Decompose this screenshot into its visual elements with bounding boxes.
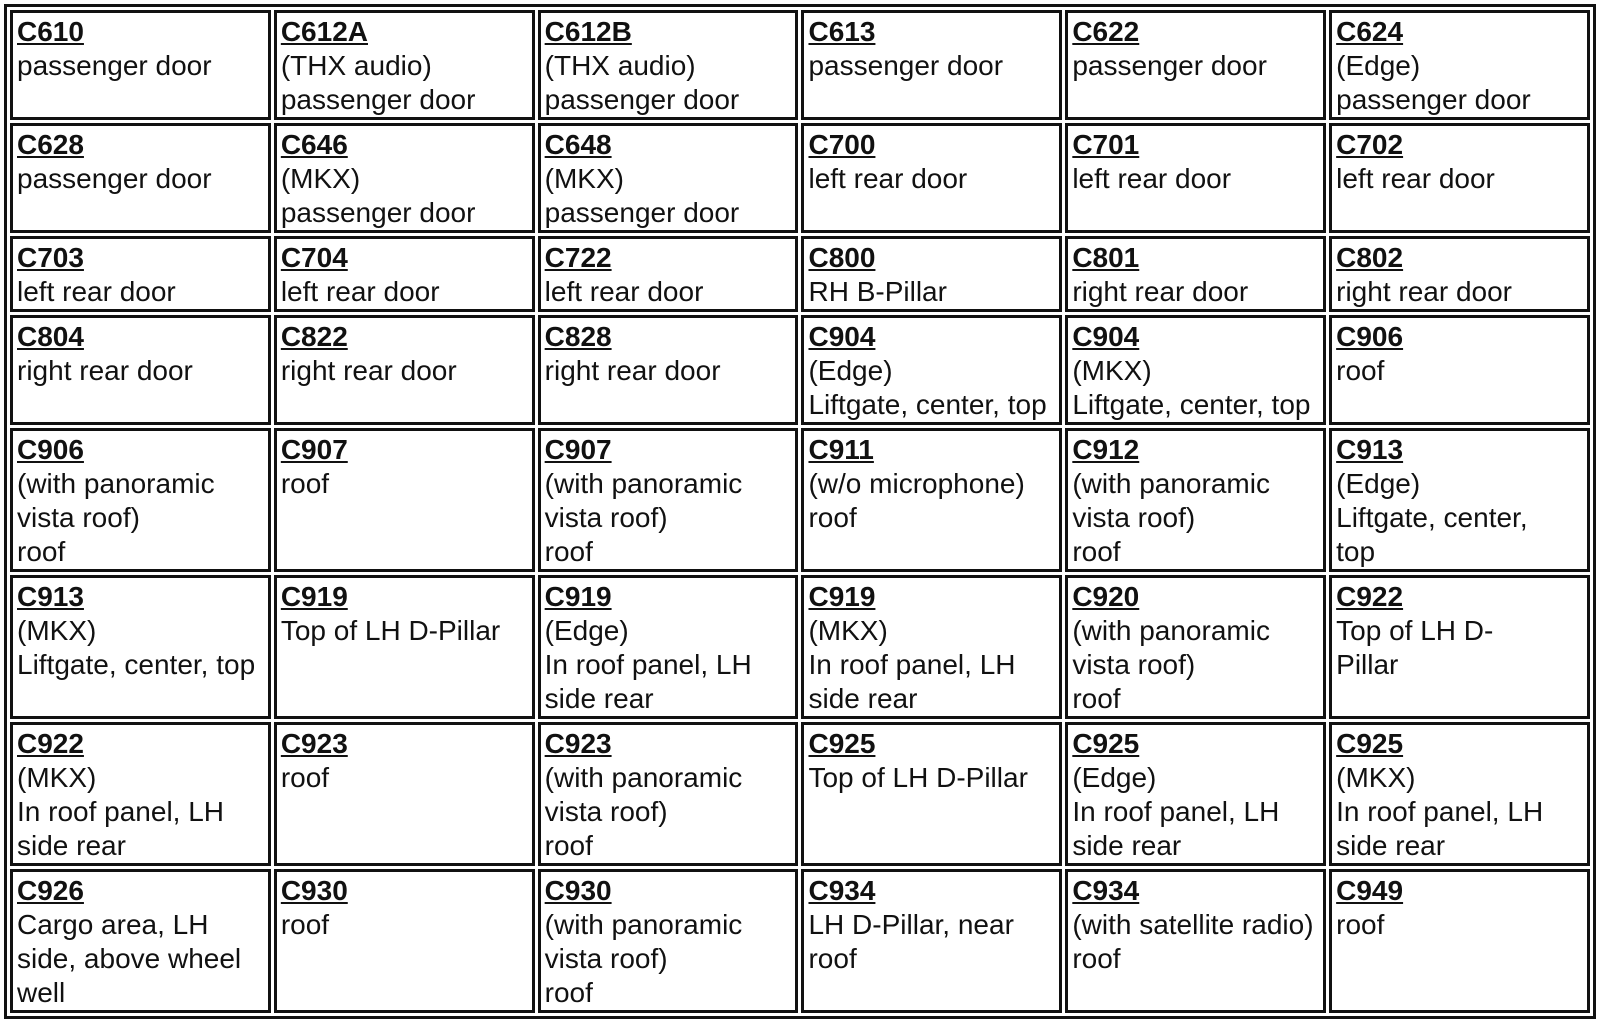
connector-code: C904 <box>1072 321 1140 352</box>
connector-code: C912 <box>1072 434 1140 465</box>
connector-location-text: Cargo area, LH <box>17 909 209 940</box>
connector-code: C648 <box>544 129 612 160</box>
table-row <box>10 722 1590 866</box>
table-row <box>10 236 1590 312</box>
connector-location-text: (THX audio) <box>280 50 432 81</box>
connector-cell <box>10 575 271 719</box>
connector-cell <box>10 123 271 233</box>
connector-location-text: passenger door <box>1336 84 1531 115</box>
connector-cell <box>1329 10 1590 120</box>
connector-location-text: roof <box>280 909 330 940</box>
connector-cell <box>10 315 271 425</box>
connector-location-text: (MKX) <box>1072 355 1152 386</box>
connector-location-text: In roof panel, LH <box>1336 796 1544 827</box>
connector-code: C926 <box>17 875 84 906</box>
connector-location-text: (Edge) <box>544 615 629 646</box>
connector-cell <box>1329 315 1590 425</box>
connector-location-text: (Edge) <box>808 355 893 386</box>
connector-location-text: vista roof) <box>544 502 668 533</box>
connector-location-text: (MKX) <box>17 762 97 793</box>
connector-location-text: vista roof) <box>544 796 668 827</box>
connector-code: C922 <box>17 728 84 759</box>
connector-location-text: In roof panel, LH <box>1072 796 1280 827</box>
connector-code: C624 <box>1336 16 1404 47</box>
connector-location-text: passenger door <box>544 197 740 228</box>
connector-location-text: In roof panel, LH <box>17 796 225 827</box>
connector-code: C704 <box>280 242 348 273</box>
connector-location-text: (MKX) <box>808 615 888 646</box>
table-row <box>10 315 1590 425</box>
connector-location-text: left rear door <box>1336 163 1495 194</box>
connector-code: C919 <box>808 581 876 612</box>
connector-code: C822 <box>280 321 348 352</box>
connector-location-text: (MKX) <box>17 615 97 646</box>
connector-cell <box>538 575 799 719</box>
connector-location-text: vista roof) <box>544 943 668 974</box>
connector-cell <box>10 869 271 1013</box>
connector-cell <box>1065 575 1326 719</box>
table-row <box>10 10 1590 120</box>
connector-location-text: side rear <box>1072 830 1182 861</box>
connector-location-text: roof <box>280 762 330 793</box>
connector-code: C612A <box>280 16 368 47</box>
connector-cell <box>274 123 535 233</box>
connector-location-text: right rear door <box>1336 276 1513 307</box>
connector-location-text: roof <box>544 536 593 567</box>
connector-cell <box>801 869 1062 1013</box>
connector-cell <box>538 10 799 120</box>
connector-location-text: Liftgate, center, top <box>1072 389 1311 420</box>
connector-cell <box>1065 428 1326 572</box>
connector-location-text: (w/o microphone) <box>808 468 1025 499</box>
table-row <box>10 575 1590 719</box>
connector-location-text: (with panoramic <box>544 762 743 793</box>
connector-location-text: vista roof) <box>1072 649 1196 680</box>
connector-cell <box>274 575 535 719</box>
connector-cell <box>538 869 799 1013</box>
connector-cell <box>274 315 535 425</box>
connector-cell <box>1065 123 1326 233</box>
connector-location-text: LH D-Pillar, near <box>808 909 1014 940</box>
connector-cell <box>801 123 1062 233</box>
connector-code: C906 <box>17 434 84 465</box>
connector-code: C911 <box>808 434 874 465</box>
connector-code: C828 <box>544 321 612 352</box>
connector-location-text: (MKX) <box>280 163 361 194</box>
connector-location-text: (Edge) <box>1336 468 1421 499</box>
connector-code: C804 <box>17 321 84 352</box>
connector-cell <box>538 236 799 312</box>
connector-location-text: right rear door <box>544 355 721 386</box>
connector-location-text: left rear door <box>280 276 440 307</box>
connector-cell <box>801 315 1062 425</box>
connector-code: C622 <box>1072 16 1140 47</box>
connector-location-text: vista roof) <box>1072 502 1196 533</box>
connector-code: C923 <box>280 728 348 759</box>
connector-location-text: roof <box>808 943 857 974</box>
connector-cell <box>538 315 799 425</box>
connector-cell <box>1329 575 1590 719</box>
connector-location-text: roof <box>1072 536 1121 567</box>
connector-location-text: roof <box>1336 355 1385 386</box>
connector-location-text: (THX audio) <box>544 50 696 81</box>
connector-code: C925 <box>1336 728 1404 759</box>
connector-code: C722 <box>544 242 612 273</box>
connector-location-text: roof <box>808 502 857 533</box>
connector-location-text: (with panoramic <box>544 909 743 940</box>
table-row <box>10 123 1590 233</box>
connector-location-text: Top of LH D-Pillar <box>280 615 501 646</box>
connector-location-text: (with panoramic <box>544 468 743 499</box>
table-body <box>10 10 1590 1013</box>
connector-location-text: left rear door <box>1072 163 1232 194</box>
connector-location-text: In roof panel, LH <box>544 649 752 680</box>
connector-code: C610 <box>17 16 84 47</box>
connector-location-text: Liftgate, center, top <box>808 389 1047 420</box>
connector-location-text: left rear door <box>808 163 968 194</box>
connector-location-text: (MKX) <box>544 163 624 194</box>
connector-location-text: (with panoramic <box>1072 468 1270 499</box>
connector-cell <box>538 722 799 866</box>
connector-location-text: roof <box>17 536 66 567</box>
connector-location-text: roof <box>1072 943 1121 974</box>
connector-code: C923 <box>544 728 612 759</box>
connector-code: C934 <box>1072 875 1140 906</box>
connector-code: C930 <box>280 875 348 906</box>
connector-cell <box>1329 722 1590 866</box>
connector-code: C612B <box>544 16 632 47</box>
connector-location-text: well <box>17 977 66 1008</box>
connector-cell <box>274 428 535 572</box>
connector-cell <box>538 428 799 572</box>
connector-code: C907 <box>544 434 612 465</box>
connector-cell <box>274 869 535 1013</box>
connector-location-text: (with satellite radio) <box>1072 909 1314 940</box>
connector-code: C925 <box>1072 728 1140 759</box>
connector-location-text: passenger door <box>1072 50 1267 81</box>
connector-location-text: passenger door <box>280 197 476 228</box>
connector-code: C930 <box>544 875 612 906</box>
connector-location-text: left rear door <box>544 276 704 307</box>
connector-code: C906 <box>1336 321 1404 352</box>
connector-code: C949 <box>1336 875 1404 906</box>
connector-code: C701 <box>1072 129 1140 160</box>
connector-cell <box>1329 236 1590 312</box>
connector-cell <box>10 10 271 120</box>
table-row <box>10 428 1590 572</box>
connector-location-text: vista roof) <box>17 502 140 533</box>
connector-location-text: Liftgate, center, <box>1336 502 1528 533</box>
connector-code: C613 <box>808 16 876 47</box>
table-row <box>10 869 1590 1013</box>
connector-location-text: (with panoramic <box>1072 615 1270 646</box>
connector-cell <box>801 10 1062 120</box>
connector-code: C913 <box>17 581 84 612</box>
connector-location-text: Top of LH D- <box>1336 615 1494 646</box>
connector-cell <box>801 236 1062 312</box>
connector-cell <box>10 428 271 572</box>
connector-location-text: (Edge) <box>1336 50 1421 81</box>
connector-location-text: roof <box>1072 683 1121 714</box>
connector-cell <box>1329 123 1590 233</box>
connector-cell <box>538 123 799 233</box>
connector-code: C925 <box>808 728 876 759</box>
connector-location-text: Top of LH D-Pillar <box>808 762 1028 793</box>
connector-cell <box>1329 428 1590 572</box>
connector-location-text: passenger door <box>544 84 740 115</box>
connector-location-text: (Edge) <box>1072 762 1157 793</box>
connector-location-text: Liftgate, center, top <box>17 649 256 680</box>
connector-location-text: right rear door <box>1072 276 1249 307</box>
connector-location-text: roof <box>280 468 330 499</box>
connector-cell <box>1065 10 1326 120</box>
connector-code: C801 <box>1072 242 1140 273</box>
connector-location-text: side rear <box>1336 830 1446 861</box>
connector-location-text: roof <box>544 830 593 861</box>
connector-cell <box>801 428 1062 572</box>
connector-code: C703 <box>17 242 84 273</box>
connector-cell <box>801 575 1062 719</box>
connector-cell <box>1065 315 1326 425</box>
connector-code: C922 <box>1336 581 1404 612</box>
connector-location-text: top <box>1336 536 1376 567</box>
connector-location-text: right rear door <box>280 355 457 386</box>
connector-code: C646 <box>280 129 348 160</box>
connector-location-text: RH B-Pillar <box>808 276 947 307</box>
connector-location-text: passenger door <box>17 163 212 194</box>
connector-cell <box>801 722 1062 866</box>
connector-cell <box>10 722 271 866</box>
connector-location-text: passenger door <box>280 84 476 115</box>
connector-cell <box>1065 869 1326 1013</box>
connector-location-text: passenger door <box>808 50 1004 81</box>
connector-location-text: side rear <box>808 683 918 714</box>
connector-code: C700 <box>808 129 876 160</box>
connector-cell <box>10 236 271 312</box>
connector-code: C904 <box>808 321 876 352</box>
connector-location-text: side rear <box>544 683 654 714</box>
connector-code: C934 <box>808 875 876 906</box>
connector-cell <box>1329 869 1590 1013</box>
connector-cell <box>1065 722 1326 866</box>
connector-code: C702 <box>1336 129 1404 160</box>
connector-code: C919 <box>544 581 612 612</box>
connector-cell <box>274 236 535 312</box>
connector-location-text: side, above wheel <box>17 943 242 974</box>
connector-location-text: side rear <box>17 830 126 861</box>
connector-code: C628 <box>17 129 84 160</box>
connector-location-table <box>4 4 1596 1019</box>
connector-location-text: passenger door <box>17 50 212 81</box>
connector-location-text: Pillar <box>1336 649 1399 680</box>
connector-location-text: left rear door <box>17 276 176 307</box>
connector-location-text: (with panoramic <box>17 468 215 499</box>
connector-location-text: In roof panel, LH <box>808 649 1016 680</box>
connector-location-text: (MKX) <box>1336 762 1416 793</box>
connector-code: C800 <box>808 242 876 273</box>
connector-cell <box>1065 236 1326 312</box>
connector-location-text: roof <box>1336 909 1385 940</box>
connector-cell <box>274 722 535 866</box>
connector-code: C907 <box>280 434 348 465</box>
connector-code: C920 <box>1072 581 1140 612</box>
connector-location-text: right rear door <box>17 355 193 386</box>
connector-location-text: roof <box>544 977 593 1008</box>
connector-code: C919 <box>280 581 348 612</box>
connector-code: C802 <box>1336 242 1404 273</box>
connector-cell <box>274 10 535 120</box>
connector-code: C913 <box>1336 434 1404 465</box>
